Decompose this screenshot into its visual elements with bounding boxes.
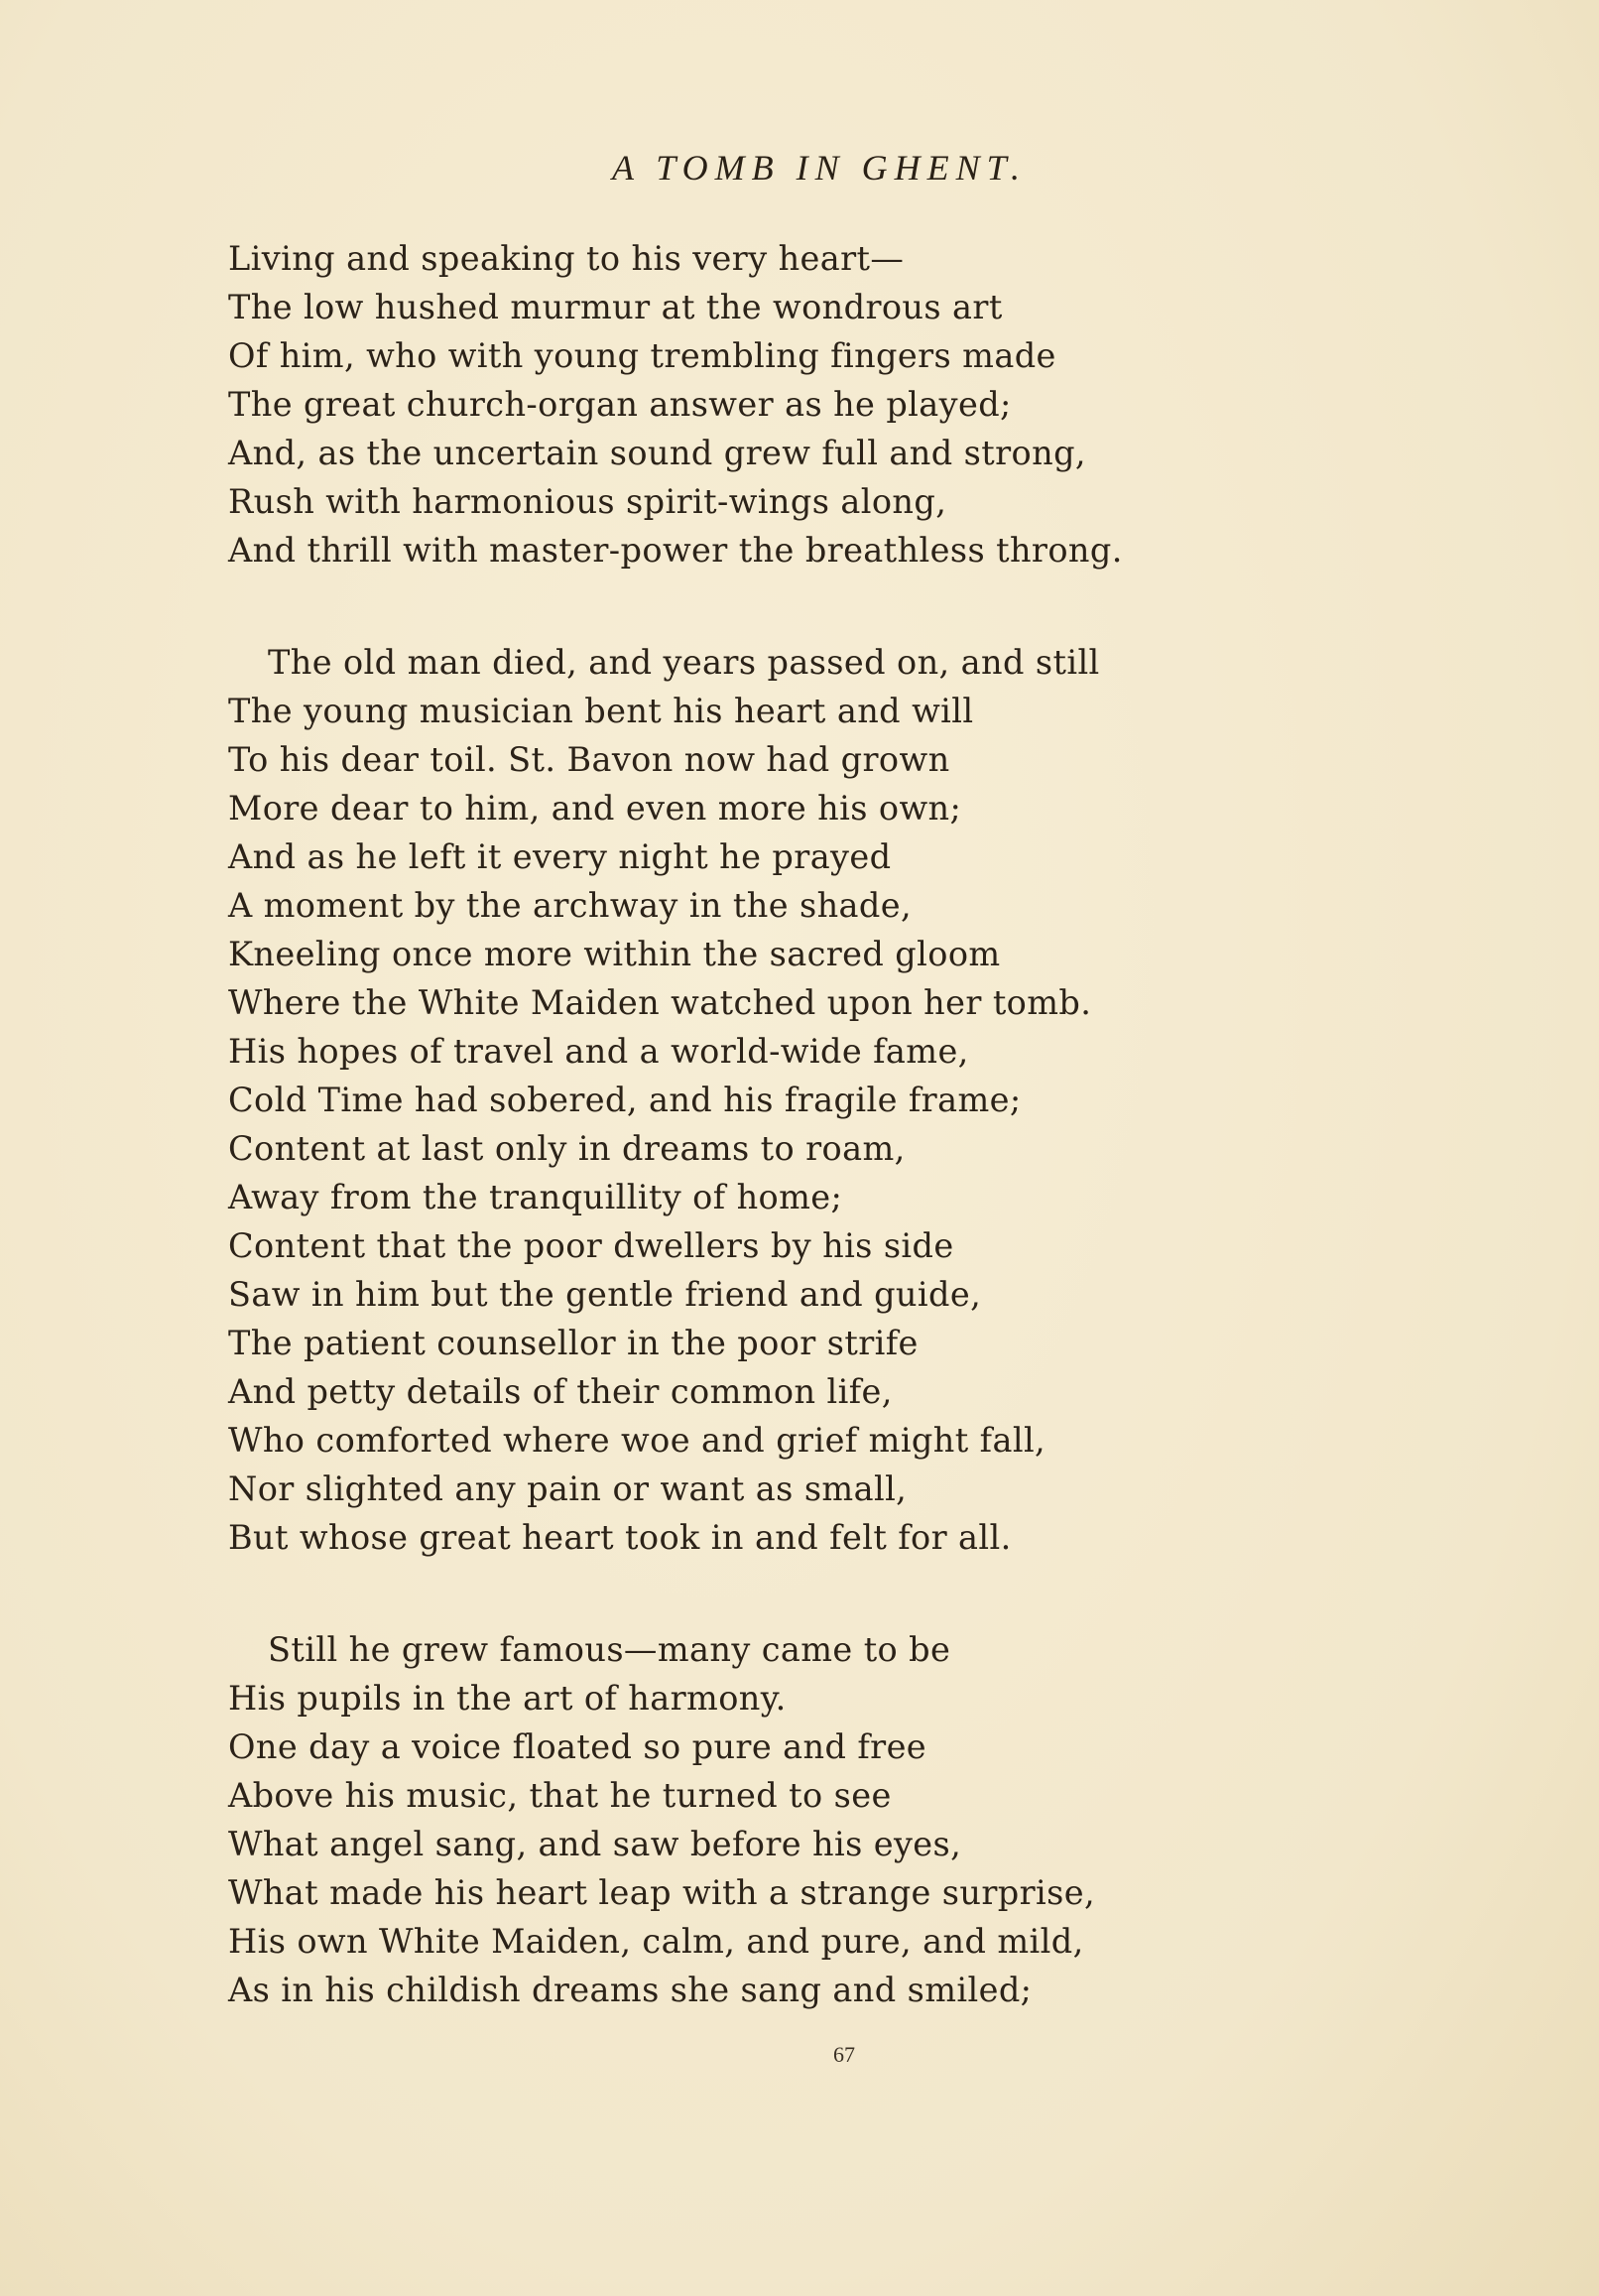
poem-line: Of him, who with young trembling fingers made bbox=[228, 336, 1056, 375]
poem-line: And thrill with master-power the breathless throng. bbox=[228, 531, 1123, 570]
stanza-2 bbox=[228, 638, 1468, 1562]
poem-line: Content that the poor dwellers by his side bbox=[228, 1226, 954, 1265]
poem-line: And as he left it every night he prayed bbox=[228, 837, 892, 876]
page-number: 67 bbox=[833, 2042, 855, 2067]
poem-line: A moment by the archway in the shade, bbox=[228, 886, 913, 925]
poem-line: Above his music, that he turned to see bbox=[228, 1776, 892, 1815]
poem-line: What angel sang, and saw before his eyes, bbox=[228, 1825, 962, 1863]
poem-line: His pupils in the art of harmony. bbox=[228, 1679, 787, 1718]
running-head: A TOMB IN GHENT. bbox=[611, 148, 1028, 188]
poem-line: The young musician bent his heart and will bbox=[228, 692, 974, 730]
poem-line: Kneeling once more within the sacred gloom bbox=[228, 935, 1001, 973]
poem-line: And, as the uncertain sound grew full and strong, bbox=[228, 434, 1086, 472]
poem-line: Still he grew famous—many came to be bbox=[268, 1630, 951, 1669]
poem-line: The great church-organ answer as he played; bbox=[228, 385, 1012, 424]
poem-line: Away from the tranquillity of home; bbox=[228, 1178, 843, 1216]
poem-line: Saw in him but the gentle friend and guide, bbox=[228, 1275, 982, 1314]
poem-line: And petty details of their common life, bbox=[228, 1372, 893, 1411]
poem-line: His hopes of travel and a world-wide fame, bbox=[228, 1032, 969, 1071]
poem-line: As in his childish dreams she sang and smiled; bbox=[228, 1971, 1033, 2009]
stanza-3 bbox=[228, 1625, 1468, 2014]
poem-line: Cold Time had sobered, and his fragile frame; bbox=[228, 1081, 1022, 1119]
poem-line: Nor slighted any pain or want as small, bbox=[228, 1469, 908, 1508]
poem-line: Where the White Maiden watched upon her tomb. bbox=[228, 983, 1092, 1022]
poem-line: But whose great heart took in and felt for all. bbox=[228, 1518, 1012, 1557]
poem-line: Who comforted where woe and grief might fall, bbox=[228, 1421, 1046, 1460]
poem-line: The patient counsellor in the poor strife bbox=[228, 1324, 919, 1362]
poem-line: Content at last only in dreams to roam, bbox=[228, 1129, 906, 1168]
poem-line: To his dear toil. St. Bavon now had grown bbox=[228, 740, 950, 779]
poem-line: Rush with harmonious spirit-wings along, bbox=[228, 482, 947, 521]
poem-line: More dear to him, and even more his own; bbox=[228, 789, 962, 828]
poem-line: Living and speaking to his very heart— bbox=[228, 239, 905, 278]
stanza-1 bbox=[228, 234, 1468, 574]
poem-body bbox=[228, 234, 1468, 2014]
poem-line: The old man died, and years passed on, and still bbox=[268, 643, 1100, 682]
poem-line: His own White Maiden, calm, and pure, and mild, bbox=[228, 1922, 1084, 1961]
poem-line: The low hushed murmur at the wondrous art bbox=[228, 288, 1003, 326]
poem-line: One day a voice floated so pure and free bbox=[228, 1727, 927, 1766]
poem-line: What made his heart leap with a strange surprise, bbox=[228, 1873, 1096, 1912]
